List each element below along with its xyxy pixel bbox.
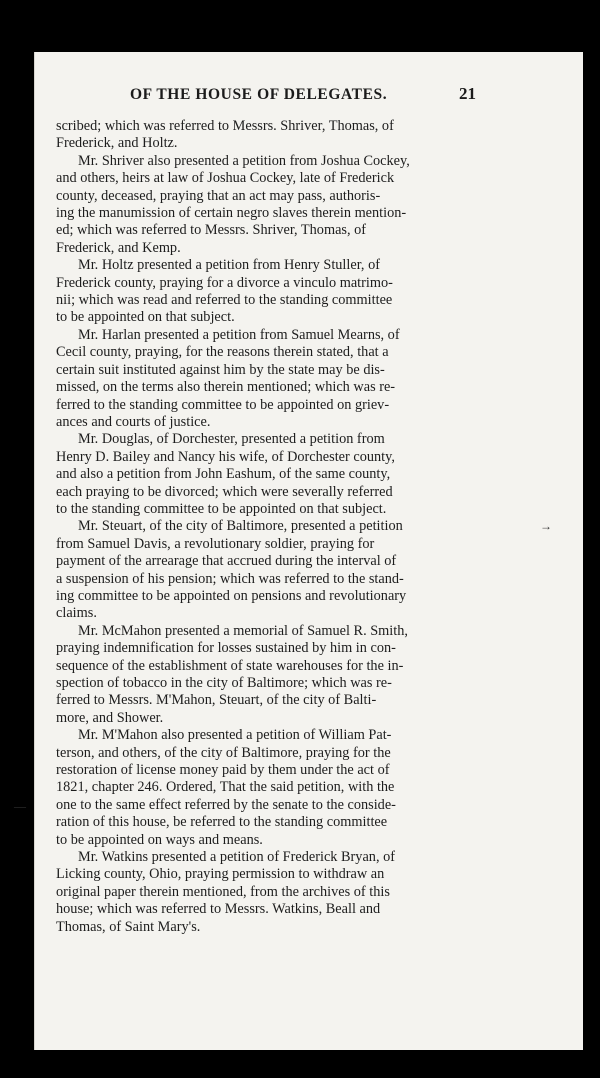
text-line: missed, on the terms also therein mentioned; which was re-: [56, 379, 396, 396]
text-line: and others, heirs at law of Joshua Cockey, late of Frederick: [56, 170, 395, 187]
text-line: more, and Shower.: [56, 709, 164, 726]
text-line: certain suit instituted against him by the state may be dis-: [56, 361, 385, 378]
text-line: from Samuel Davis, a revolutionary soldier, praying for: [56, 535, 375, 552]
text-line: Frederick, and Kemp.: [56, 239, 181, 256]
text-line: claims.: [56, 605, 97, 622]
paragraph-mcmahon-petition: [56, 727, 486, 849]
text-line: to be appointed on ways and means.: [56, 831, 263, 848]
text-line: ferred to the standing committee to be appointed on griev-: [56, 396, 390, 413]
paragraph-mcmahon-memorial: [56, 623, 486, 727]
text-line: ferred to Messrs. M'Mahon, Steuart, of the city of Balti-: [56, 692, 377, 709]
text-line: to be appointed on that subject.: [56, 309, 235, 326]
text-line: spection of tobacco in the city of Baltimore; which was re-: [56, 675, 392, 691]
paragraph-holtz-petition: [56, 257, 486, 327]
page-header: [0, 84, 600, 110]
text-line: county, deceased, praying that an act may pass, authoris-: [56, 187, 381, 204]
text-line: and also a petition from John Eashum, of the same county,: [56, 466, 391, 483]
margin-dash-icon: —: [14, 799, 26, 813]
text-line: ing committee to be appointed on pensions and revolutionary: [56, 587, 407, 604]
text-line: one to the same effect referred by the senate to the conside-: [56, 796, 396, 813]
paragraph-continuation: [56, 118, 486, 153]
text-line: 1821, chapter 246. Ordered, That the said petition, with the: [56, 779, 395, 796]
paragraph-shriver-petition: [56, 153, 486, 257]
text-line: ing the manumission of certain negro slaves therein mention-: [56, 205, 407, 222]
text-line: payment of the arrearage that accrued during the interval of: [56, 553, 397, 570]
text-line: Mr. Harlan presented a petition from Samuel Mearns, of: [78, 326, 400, 343]
text-line: Cecil county, praying, for the reasons therein stated, that a: [56, 344, 389, 361]
text-line: ed; which was referred to Messrs. Shriver, Thomas, of: [56, 222, 367, 239]
text-line: ances and courts of justice.: [56, 413, 211, 430]
text-line: Frederick, and Holtz.: [56, 135, 178, 152]
text-line: scribed; which was referred to Messrs. Shriver, Thomas, of: [56, 118, 394, 134]
text-line: Henry D. Bailey and Nancy his wife, of Dorchester county,: [56, 448, 395, 465]
margin-arrow-icon: →: [540, 519, 552, 533]
text-line: Thomas, of Saint Mary's.: [56, 918, 201, 935]
text-line: Frederick county, praying for a divorce a vinculo matrimo-: [56, 274, 393, 291]
paragraph-watkins-petition: [56, 849, 486, 936]
text-line: Mr. Douglas, of Dorchester, presented a petition from: [78, 431, 385, 448]
text-line: restoration of license money paid by them under the act of: [56, 762, 390, 779]
text-line: original paper therein mentioned, from the archives of this: [56, 883, 390, 900]
text-line: Mr. McMahon presented a memorial of Samuel R. Smith,: [78, 622, 408, 639]
text-line: nii; which was read and referred to the standing committee: [56, 292, 393, 309]
text-line: Licking county, Ohio, praying permission to withdraw an: [56, 866, 385, 883]
paragraph-douglas-petition: [56, 431, 486, 518]
text-line: terson, and others, of the city of Baltimore, praying for the: [56, 744, 391, 761]
text-line: sequence of the establishment of state warehouses for the in-: [56, 657, 404, 674]
text-line: Mr. Holtz presented a petition from Henry Stuller, of: [78, 257, 380, 274]
text-line: to the standing committee to be appointed on that subject.: [56, 500, 387, 517]
text-line: Mr. Watkins presented a petition of Frederick Bryan, of: [78, 849, 396, 866]
running-title: OF THE HOUSE OF DELEGATES.: [130, 86, 388, 103]
page-number: 21: [459, 84, 476, 103]
text-line: Mr. Steuart, of the city of Baltimore, presented a petition: [78, 518, 403, 535]
journal-text: [56, 118, 486, 936]
text-line: house; which was referred to Messrs. Watkins, Beall and: [56, 901, 381, 918]
text-line: praying indemnification for losses sustained by him in con-: [56, 640, 396, 657]
text-line: Mr. M'Mahon also presented a petition of William Pat-: [78, 727, 392, 744]
text-line: a suspension of his pension; which was referred to the stand-: [56, 570, 404, 587]
text-line: Mr. Shriver also presented a petition from Joshua Cockey,: [78, 152, 410, 169]
text-line: each praying to be divorced; which were severally referred: [56, 483, 393, 500]
paragraph-harlan-petition: [56, 327, 486, 431]
text-line: ration of this house, be referred to the standing committee: [56, 814, 388, 831]
paragraph-steuart-petition: [56, 518, 486, 622]
